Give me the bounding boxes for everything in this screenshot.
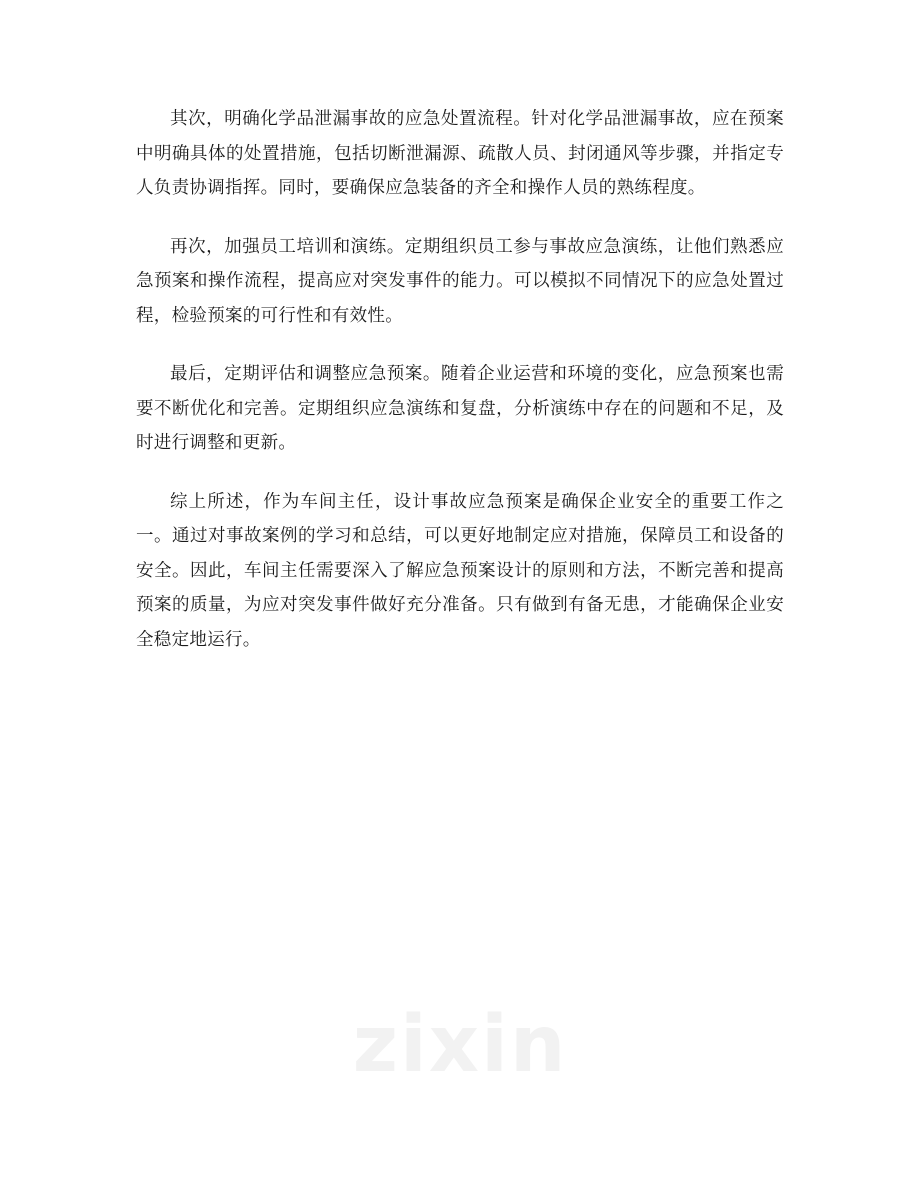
watermark: zixin <box>352 1000 568 1090</box>
document-body <box>136 102 784 681</box>
paragraph-training-drills: 再次，加强员工培训和演练。定期组织员工参与事故应急演练，让他们熟悉应急预案和操作流程，提高应对突发事件的能力。可以模拟不同情况下的应急处置过程，检验预案的可行性和有效性。 <box>136 236 784 326</box>
paragraph-evaluation-adjustment: 最后，定期评估和调整应急预案。随着企业运营和环境的变化，应急预案也需要不断优化和完善。定期组织应急演练和复盘，分析演练中存在的问题和不足，及时进行调整和更新。 <box>136 364 784 453</box>
paragraph-conclusion: 综上所述，作为车间主任，设计事故应急预案是确保企业安全的重要工作之一。通过对事故案例的学习和总结，可以更好地制定应对措施，保障员工和设备的安全。因此，车间主任需要深入了解应急预案设计的原则和方法，不断完善和提高预案的质量，为应对突发事件做好充分准备。只有做到有备无患，才能确保企业安全稳定地运行。 <box>136 491 784 650</box>
paragraph-handling-procedure: 其次，明确化学品泄漏事故的应急处置流程。针对化学品泄漏事故，应在预案中明确具体的处置措施，包括切断泄漏源、疏散人员、封闭通风等步骤，并指定专人负责协调指挥。同时，要确保应急装备的齐全和操作人员的熟练程度。 <box>136 109 784 198</box>
